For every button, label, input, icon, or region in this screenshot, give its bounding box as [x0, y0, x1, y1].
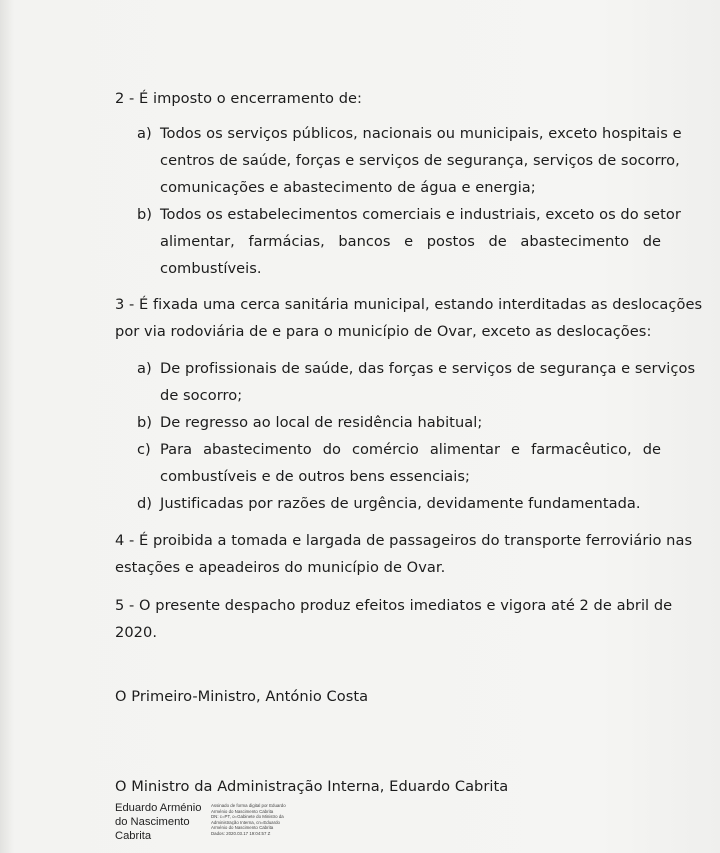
point-3-item-a-line-2: de socorro; — [160, 387, 243, 404]
point-3-item-d-marker: d) — [137, 495, 152, 512]
word: farmacêutico, — [531, 441, 632, 458]
word: comércio — [351, 441, 419, 458]
point-2-heading: 2 - É imposto o encerramento de: — [115, 90, 363, 107]
word: do — [322, 441, 341, 458]
point-5-line-2: 2020. — [115, 624, 158, 641]
signature-name-line-2: do Nascimento — [115, 816, 190, 828]
point-3-item-c-line-2: combustíveis e de outros bens essenciais; — [160, 468, 471, 485]
prime-minister-signature-line: O Primeiro-Ministro, António Costa — [115, 688, 369, 705]
point-2-item-b-line-3: combustíveis. — [160, 260, 262, 277]
point-2-item-b-line-2 — [160, 233, 661, 251]
point-3-line-1: 3 - É fixada uma cerca sanitária municipal, estando interditadas as deslocações — [115, 296, 703, 313]
point-2-item-a-marker: a) — [137, 125, 152, 142]
word: alimentar, — [160, 233, 235, 250]
point-3-item-d-line-1: Justificadas por razões de urgência, devidamente fundamentada. — [160, 495, 641, 512]
point-3-item-a-line-1: De profissionais de saúde, das forças e serviços de segurança e serviços — [160, 360, 696, 377]
point-2-item-a-line-1: Todos os serviços públicos, nacionais ou municipais, exceto hospitais e — [160, 125, 682, 142]
point-5-line-1: 5 - O presente despacho produz efeitos imediatos e vigora até 2 de abril de — [115, 597, 673, 614]
word: postos — [426, 233, 475, 250]
justified-text — [160, 441, 661, 459]
word: de — [642, 441, 661, 458]
point-3-item-c-line-1 — [160, 441, 661, 459]
word: Para — [160, 441, 193, 458]
justified-text — [160, 233, 661, 251]
point-3-item-b-line-1: De regresso ao local de residência habitual; — [160, 414, 483, 431]
point-2-item-b-line-1: Todos os estabelecimentos comerciais e industriais, exceto os do setor — [160, 206, 681, 223]
word: de — [488, 233, 507, 250]
word: abastecimento — [203, 441, 312, 458]
point-2-item-b-marker: b) — [137, 206, 152, 223]
signature-name-line-1: Eduardo Arménio — [115, 802, 202, 814]
point-2-item-a-line-3: comunicações e abastecimento de água e energia; — [160, 179, 536, 196]
signature-name-line-3: Cabrita — [115, 830, 152, 842]
point-3-item-c-marker: c) — [137, 441, 151, 458]
word: farmácias, — [248, 233, 325, 250]
point-3-item-b-marker: b) — [137, 414, 152, 431]
point-3-item-a-marker: a) — [137, 360, 152, 377]
point-4-line-2: estações e apeadeiros do município de Ovar. — [115, 559, 446, 576]
word: e — [404, 233, 414, 250]
digital-signature-details: Assinado de forma digital por Eduardo Arménio do Nascimento Cabrita DN: c=PT, o=Gabinete do Ministro da Administração Interna, cn=Eduardo Arménio do Nascimento Cabrita Dados: 2020.03.17 19:04:57 Z — [211, 803, 286, 836]
word: bancos — [338, 233, 391, 250]
point-3-line-2: por via rodoviária de e para o município de Ovar, exceto as deslocações: — [115, 323, 652, 340]
word: abastecimento — [520, 233, 630, 250]
point-4-line-1: 4 - É proibida a tomada e largada de passageiros do transporte ferroviário nas — [115, 532, 693, 549]
digital-signature-name — [115, 801, 207, 843]
word: alimentar — [429, 441, 501, 458]
word: e — [511, 441, 521, 458]
minister-signature-line: O Ministro da Administração Interna, Eduardo Cabrita — [115, 778, 509, 795]
point-2-item-a-line-2: centros de saúde, forças e serviços de segurança, serviços de socorro, — [160, 152, 680, 169]
word: de — [642, 233, 661, 250]
